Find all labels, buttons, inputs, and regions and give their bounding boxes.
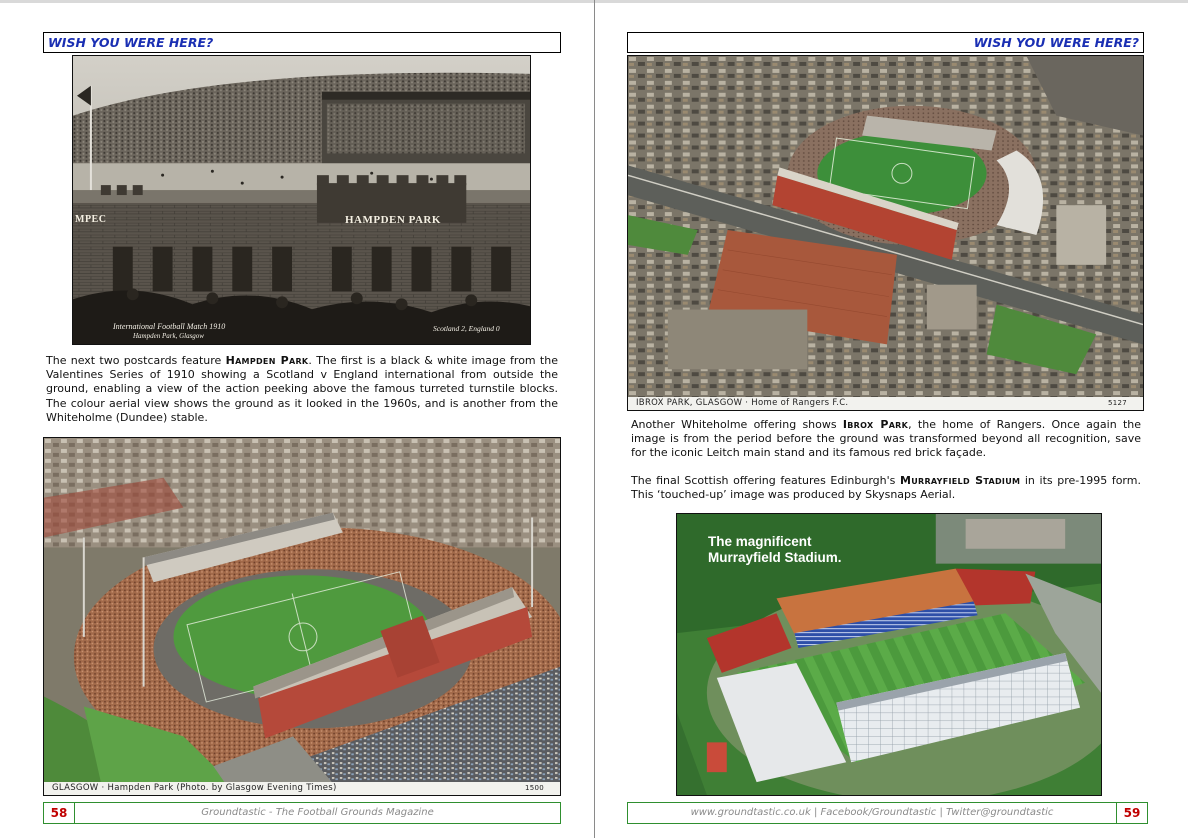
- murrayfield-stadium-name: Murrayfield Stadium: [899, 474, 1021, 487]
- murrayfield-text-part1: The final Scottish offering features Edinburgh's: [631, 474, 900, 487]
- ibrox-code: 5127: [1107, 399, 1127, 407]
- murrayfield-title: [708, 534, 842, 566]
- left-page-header: WISH YOU WERE HERE?: [43, 32, 561, 53]
- right-footer-text: www.groundtastic.co.uk | Facebook/Groundtastic | Twitter@groundtastic: [690, 807, 1054, 818]
- page-number-58: 58: [50, 806, 68, 820]
- right-page-header: WISH YOU WERE HERE?: [627, 32, 1144, 53]
- right-page-footer: [627, 802, 1148, 824]
- hampden-aerial-postcard: [43, 437, 561, 796]
- hampden-aerial-code: 1500: [524, 784, 544, 792]
- murrayfield-article: [631, 474, 1141, 502]
- ibrox-article: [631, 418, 1141, 461]
- hampden-aerial-caption-strip: [44, 782, 560, 795]
- murrayfield-title-line2: Murrayfield Stadium.: [708, 550, 842, 565]
- ibrox-caption: IBROX PARK, GLASGOW · Home of Rangers F.C.: [636, 398, 849, 408]
- hampden-park-name: Hampden Park: [225, 354, 309, 367]
- left-page-article: [46, 354, 558, 425]
- hampden-aerial-caption: GLASGOW · Hampden Park (Photo. by Glasgow Evening Times): [52, 783, 337, 793]
- left-text-part1: The next two postcards feature: [46, 354, 226, 367]
- ibrox-aerial-postcard: [627, 55, 1144, 411]
- murrayfield-text-part2: in its pre-1995 form. This ‘touched-up’ image was produced by Skysnaps Aerial.: [631, 474, 1141, 502]
- mpec-sign: MPEC: [75, 214, 107, 225]
- hampden-park-sign: HAMPDEN PARK: [345, 214, 441, 226]
- hampden-1910-image: [73, 56, 530, 344]
- ibrox-text-part1: Another Whiteholme offering shows: [631, 418, 843, 431]
- ibrox-park-name: Ibrox Park: [842, 418, 909, 431]
- left-page-footer: [43, 802, 561, 824]
- left-footer-text: Groundtastic - The Football Grounds Magazine: [201, 807, 434, 818]
- print-caption-right: Scotland 2, England 0: [433, 324, 500, 333]
- ibrox-aerial-image: [628, 56, 1143, 410]
- murrayfield-title-line1: The magnificent: [708, 534, 812, 549]
- murrayfield-postcard: [676, 513, 1102, 796]
- page-spine: [594, 0, 595, 838]
- page-number-59: 59: [1123, 806, 1141, 820]
- ibrox-caption-strip: [628, 397, 1143, 410]
- print-caption-left: International Football Match 1910: [113, 322, 226, 331]
- hampden-aerial-image: [44, 438, 560, 795]
- left-text-part2: . The first is a black & white image from the Valentines Series of 1910 showing a Scotland v England international from outside the ground, enabling a view of the action peeking above the famous turreted turnstile blocks. The colour aerial view shows the ground as it looked in the 1960s, and is another from the Whiteholme (Dundee) stable.: [46, 354, 558, 424]
- print-caption-left-sub: Hampden Park, Glasgow: [133, 332, 204, 340]
- hampden-1910-postcard: [72, 55, 531, 345]
- ibrox-text-part2: , the home of Rangers. Once again the image is from the period before the ground was transformed beyond all recognition, save for the iconic Leitch main stand and its famous red brick façade.: [631, 418, 1141, 460]
